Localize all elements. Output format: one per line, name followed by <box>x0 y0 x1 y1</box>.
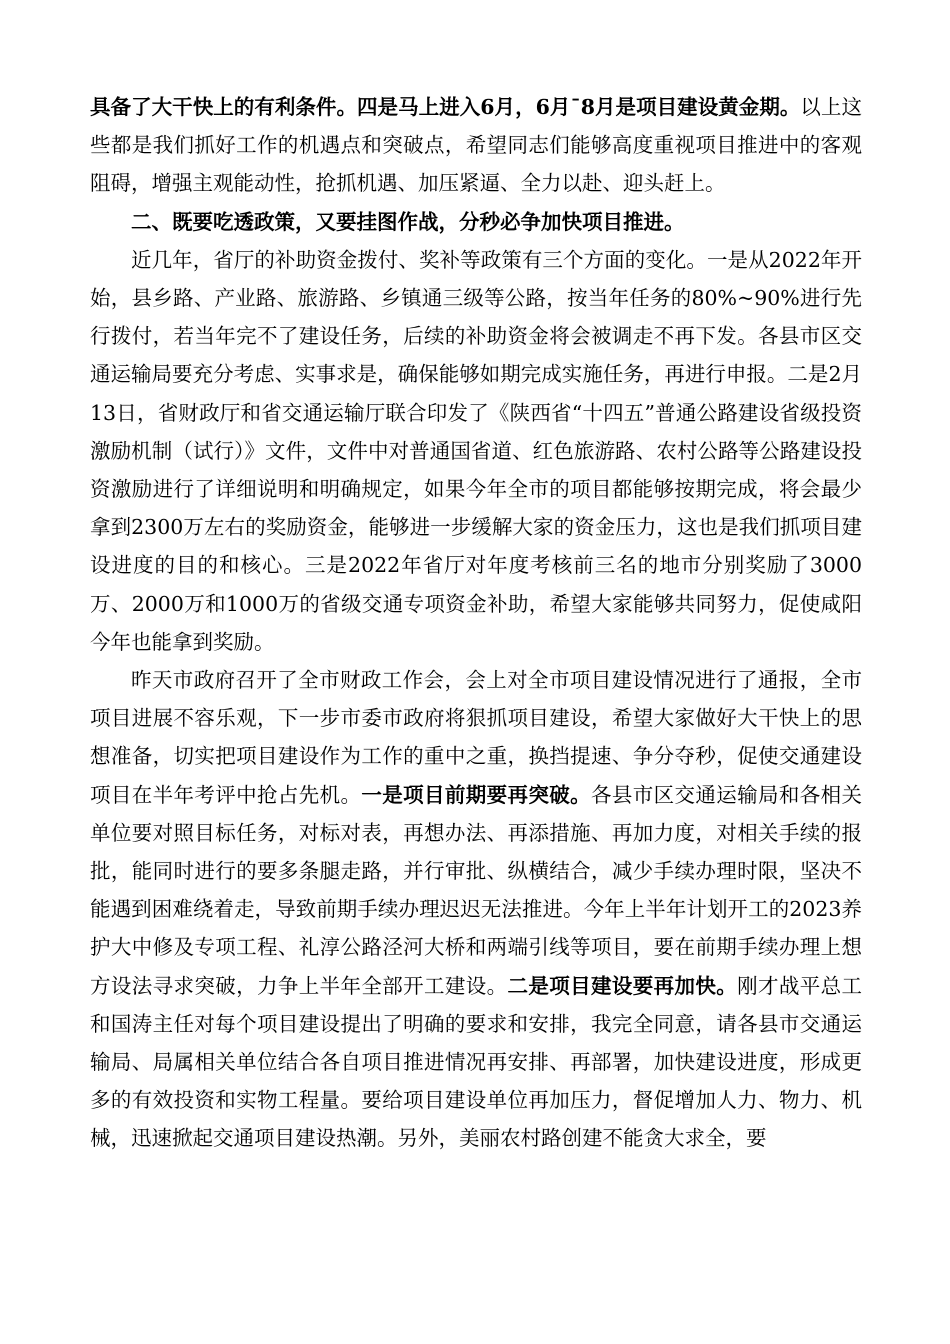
point-one-heading: 一是项目前期要再突破。 <box>361 782 591 807</box>
section-heading-2: 二、既要吃透政策，又要挂图作战，分秒必争加快项目推进。 <box>131 209 685 234</box>
paragraph-1-text: 以上这些都是我们抓好工作的机遇点和突破点，希望同志们能够高度重视项目推进中的客观阻碍，增强主观能动性，抢抓机遇、加压紧逼、全力以赴、迎头赶上。 <box>90 95 863 196</box>
point-two-heading: 二是项目建设要再加快。 <box>507 973 738 998</box>
paragraph-3-intro: 昨天市政府召开了全市财政工作会，会上对全市项目建设情况进行了通报，全市项目进展不容乐观，下一步市委市政府将狠抓项目建设，希望大家做好大干快上的思想准备，切实把项目建设作为工作的重中之重，换挡提速、争分夺秒，促使交通建设项目在半年考评中抢占先机。 <box>90 668 862 807</box>
bold-lead-sentence: 具备了大干快上的有利条件。四是马上进入6月，6月¯8月是项目建设黄金期。 <box>90 95 801 119</box>
point-two-text: 刚才战平总工和国涛主任对每个项目建设提出了明确的要求和安排，我完全同意，请各县市交通运输局、局属相关单位结合各自项目推进情况再安排、再部署，加快建设进度，形成更多的有效投资和实物工程量。要给项目建设单位再加压力，督促增加人力、物力、机械，迅速掀起交通项目建设热潮。另外，美丽农村路创建不能贪大求全，要 <box>90 973 862 1151</box>
paragraph-2: 近几年，省厅的补助资金拨付、奖补等政策有三个方面的变化。一是从2022年开始，县乡路、产业路、旅游路、乡镇通三级等公路，按当年任务的80%~90%进行先行拨付，若当年完不了建设任务，后续的补助资金将会被调走不再下发。各县市区交通运输局要充分考虑、实事求是，确保能够如期完成实施任务，再进行申报。二是2月13日，省财政厅和省交通运输厅联合印发了《陕西省“十四五”普通公路建设省级投资激励机制（试行）》文件，文件中对普通国省道、红色旅游路、农村公路等公路建设投资激励进行了详细说明和明确规定，如果今年全市的项目都能够按期完成，将会最少拿到2300万左右的奖励资金，能够进一步缓解大家的资金压力，这也是我们抓项目建设进度的目的和核心。三是2022年省厅对年度考核前三名的地市分别奖励了3000万、2000万和1000万的省级交通专项资金补助，希望大家能够共同努力，促使咸阳今年也能拿到奖励。 <box>90 247 862 654</box>
paragraph-1 <box>90 88 862 203</box>
point-one-text: 各县市区交通运输局和各相关单位要对照目标任务，对标对表，再想办法、再添措施、再加力度，对相关手续的报批，能同时进行的要多条腿走路，并行审批、纵横结合，减少手续办理时限，坚决不能遇到困难绕着走，导致前期手续办理迟迟无法推进。今年上半年计划开工的2023养护大中修及专项工程、礼淳公路泾河大桥和两端引线等项目，要在前期手续办理上想方设法寻求突破，力争上半年全部开工建设。 <box>90 782 862 998</box>
document-page <box>90 88 862 1158</box>
paragraph-3 <box>90 661 862 1158</box>
